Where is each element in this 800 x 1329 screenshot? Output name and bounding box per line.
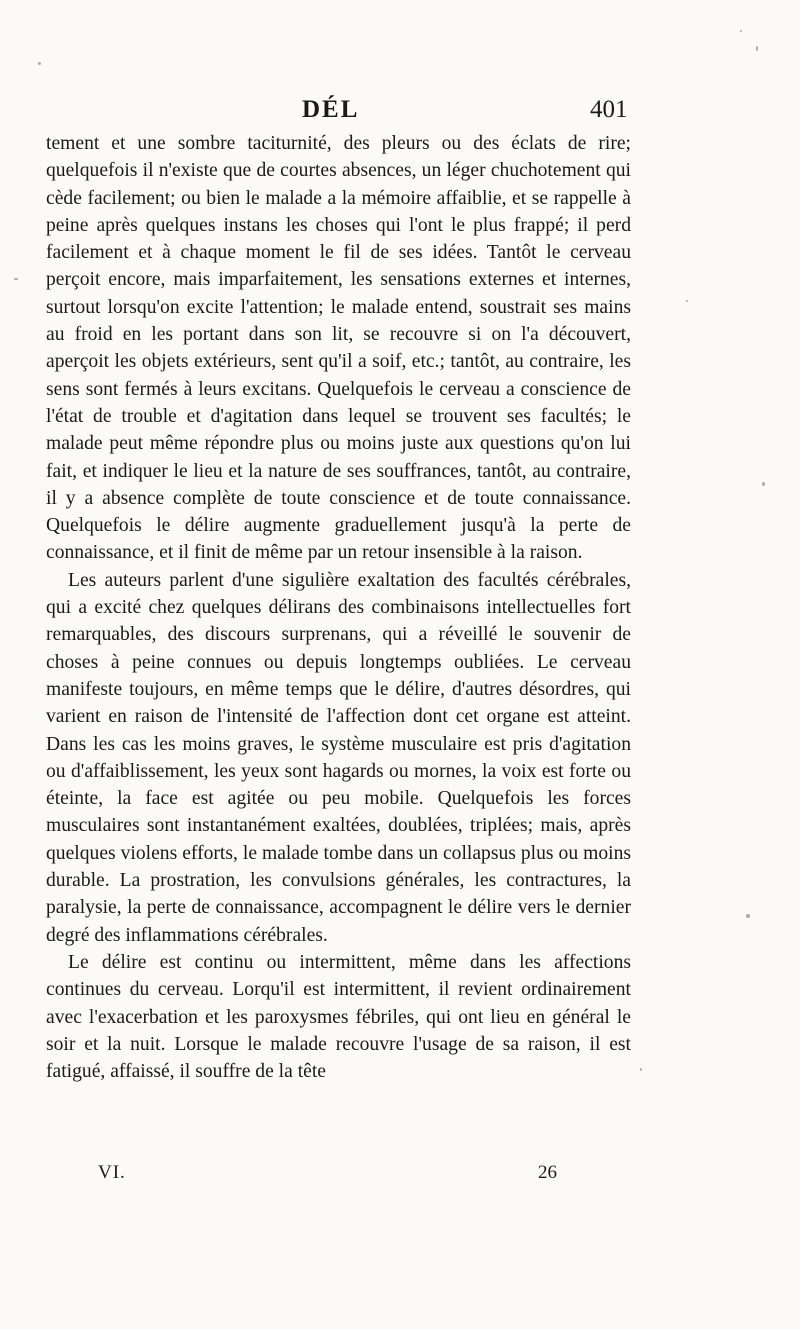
print-speck (640, 1068, 642, 1071)
print-speck (740, 30, 742, 32)
running-head (0, 96, 800, 132)
body-text (46, 130, 631, 1085)
page-footer (0, 1162, 800, 1190)
print-speck (762, 482, 765, 486)
print-speck (756, 46, 758, 51)
print-speck (14, 278, 18, 280)
page-number: 401 (590, 96, 628, 123)
print-speck (38, 62, 41, 65)
paragraph-2: Les auteurs parlent d'une sigulière exaltation des facultés cérébrales, qui a excité chez quelques délirans des combinaisons intellectuelles fort remarquables, des discours surprenans, qui a réveillé le souvenir de choses à peine connues ou depuis longtemps oubliées. Le cerveau manifeste toujours, en même temps que le délire, d'autres désordres, qui varient en raison de l'intensité de l'affection dont cet organe est atteint. Dans les cas les moins graves, le système musculaire est pris d'agitation ou d'affaiblissement, les yeux sont hagards ou mornes, la voix est forte ou éteinte, la face est agitée ou peu mobile. Quelquefois les forces musculaires sont instantanément exaltées, doublées, triplées; mais, après quelques violens efforts, le malade tombe dans un collapsus plus ou moins durable. La prostration, les convulsions générales, les contractures, la paralysie, la perte de connaissance, accompagnent le délire vers le dernier degré des inflammations cérébrales. (46, 569, 631, 946)
print-speck (686, 300, 688, 302)
running-head-title: DÉL (302, 96, 360, 123)
sheet-number: 26 (538, 1162, 557, 1183)
signature-mark: VI. (98, 1162, 126, 1183)
print-speck (746, 914, 750, 918)
paragraph-3: Le délire est continu ou intermittent, même dans les affections continues du cerveau. Lorqu'il est intermittent, il revient ordinairement avec l'exacerbation et les paroxysmes fébriles, qui ont lieu en général le soir et la nuit. Lorsque le malade recouvre l'usage de sa raison, il est fatigué, affaissé, il souffre de la tête (46, 951, 631, 1083)
paragraph-1: tement et une sombre taciturnité, des pleurs ou des éclats de rire; quelquefois il n'existe que de courtes absences, un léger chuchotement qui cède facilement; ou bien le malade a la mémoire affaiblie, et se rappelle à peine après quelques instans les choses qui l'ont le plus frappé; il perd facilement et à chaque moment le fil de ses idées. Tantôt le cerveau perçoit encore, mais imparfaitement, les sensations externes et internes, surtout lorsqu'on excite l'attention; le malade entend, soustrait ses mains au froid en les portant dans son lit, se recouvre si on l'a découvert, aperçoit les objets extérieurs, sent qu'il a soif, etc.; tantôt, au contraire, les sens sont fermés à leurs excitans. Quelquefois le cerveau a conscience de l'état de trouble et d'agitation dans lequel se trouvent ses facultés; le malade peut même répondre plus ou moins juste aux questions qu'on lui fait, et indiquer le lieu et la nature de ses souffrances, tantôt, au contraire, il y a absence complète de toute conscience et de toute connaissance. Quelquefois le délire augmente graduellement jusqu'à la perte de connaissance, et il finit de même par un retour insensible à la raison. (46, 133, 631, 564)
